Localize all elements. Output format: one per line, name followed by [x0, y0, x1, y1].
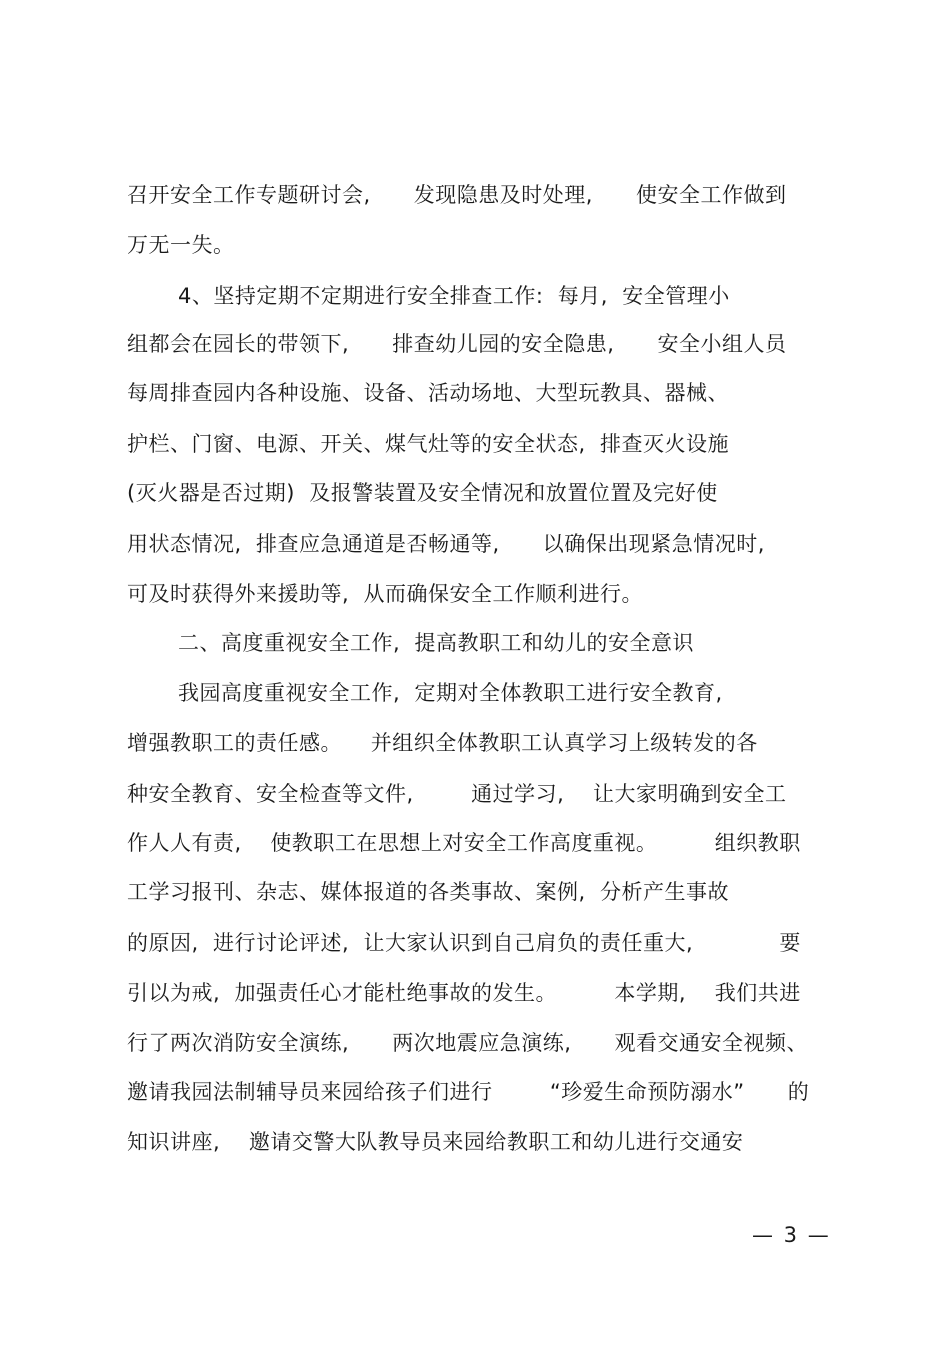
text-line-20: 知识讲座, 邀请交警大队教导员来园给教职工和幼儿进行交通安	[127, 1130, 744, 1154]
text-line-9: 可及时获得外来援助等, 从而确保安全工作顺利进行。	[127, 582, 644, 606]
text-line-19: 邀请我园法制辅导员来园给孩子们进行 “珍爱生命预防溺水” 的	[127, 1080, 810, 1104]
text-line-18: 行了两次消防安全演练, 两次地震应急演练, 观看交通安全视频、	[127, 1031, 808, 1055]
text-line-5: 每周排查园内各种设施、设备、活动场地、大型玩教具、器械、	[127, 381, 729, 405]
text-line-13: 种安全教育、安全检查等文件, 通过学习, 让大家明确到安全工	[127, 782, 787, 806]
text-line-17: 引以为戒, 加强责任心才能杜绝事故的发生。 本学期, 我们共进	[127, 981, 801, 1005]
text-line-8: 用状态情况, 排查应急通道是否畅通等, 以确保出现紧急情况时,	[127, 532, 765, 556]
text-line-7: (灭火器是否过期) 及报警装置及安全情况和放置位置及完好使	[127, 481, 718, 505]
text-line-16: 的原因, 进行讨论评述, 让大家认识到自己肩负的责任重大, 要	[127, 931, 801, 955]
text-line-14: 作人人有责, 使教职工在思想上对安全工作高度重视。 组织教职	[127, 831, 801, 855]
text-line-11: 我园高度重视安全工作, 定期对全体教职工进行安全教育,	[178, 681, 723, 705]
text-line-15: 工学习报刊、杂志、媒体报道的各类事故、案例, 分析产生事故	[127, 880, 730, 904]
text-line-12: 增强教职工的责任感。 并组织全体教职工认真学习上级转发的各	[127, 731, 758, 755]
text-line-4: 组都会在园长的带领下, 排查幼儿园的安全隐患, 安全小组人员	[127, 332, 787, 356]
section-heading: 二、高度重视安全工作, 提高教职工和幼儿的安全意识	[178, 631, 695, 655]
text-line-1: 召开安全工作专题研讨会, 发现隐患及时处理, 使安全工作做到	[127, 183, 787, 207]
text-line-2: 万无一失。	[127, 233, 235, 257]
text-line-6: 护栏、门窗、电源、开关、煤气灶等的安全状态, 排查灭火设施	[127, 432, 730, 456]
page-number: — 3 —	[752, 1223, 831, 1247]
text-line-3: 4、坚持定期不定期进行安全排查工作: 每月, 安全管理小	[178, 284, 730, 308]
